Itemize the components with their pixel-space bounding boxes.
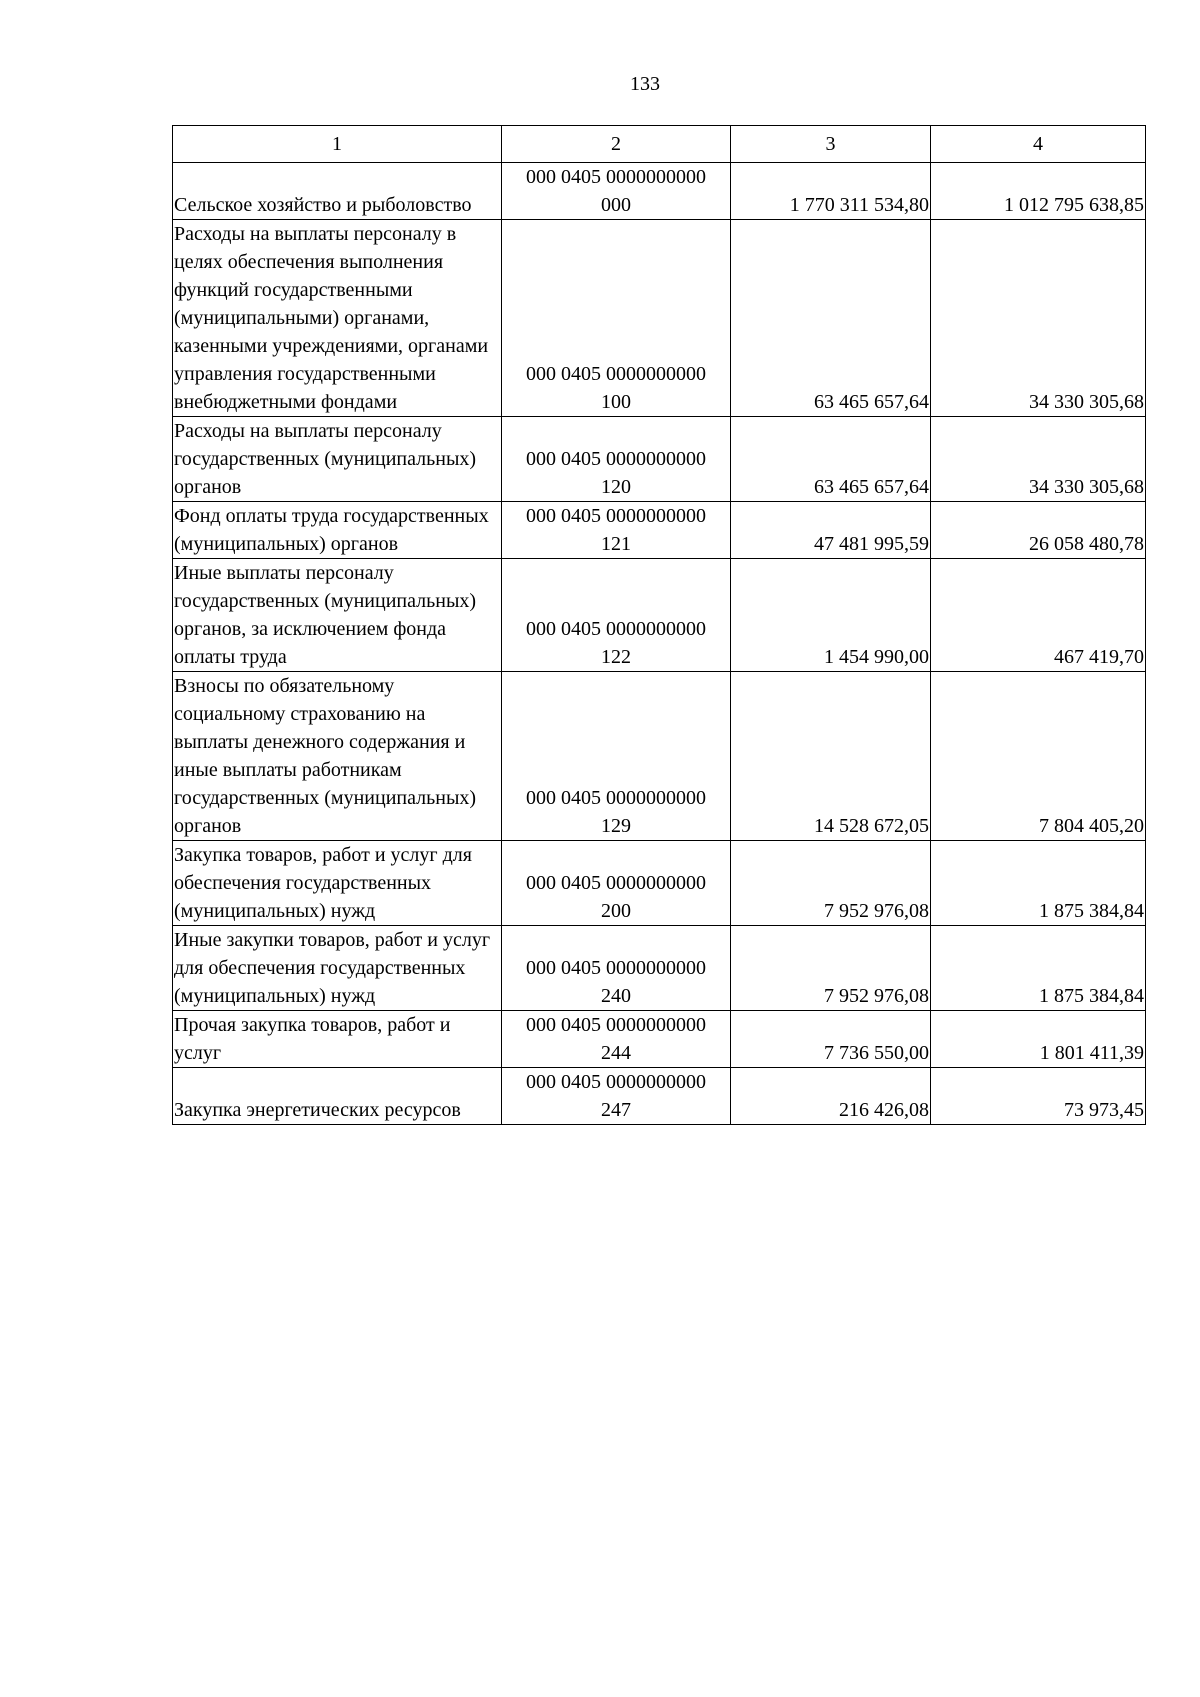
row-col3-value: 1 454 990,00 [731, 559, 931, 672]
table-row [173, 417, 1146, 502]
row-col4-value: 34 330 305,68 [931, 417, 1146, 502]
row-code-line-1: 000 0405 0000000000 [526, 1071, 706, 1093]
row-code [502, 672, 731, 841]
row-col3-value: 216 426,08 [731, 1068, 931, 1125]
row-col3-value: 7 952 976,08 [731, 841, 931, 926]
row-col4-value: 34 330 305,68 [931, 220, 1146, 417]
row-col4-value: 26 058 480,78 [931, 502, 1146, 559]
row-code-line-2: 247 [601, 1099, 631, 1121]
row-col3-value: 63 465 657,64 [731, 417, 931, 502]
table-row [173, 926, 1146, 1011]
row-col4-value: 73 973,45 [931, 1068, 1146, 1125]
row-name: Закупка товаров, работ и услуг для обеспечения государственных (муниципальных) нужд [173, 841, 502, 926]
table-row [173, 559, 1146, 672]
row-code-line-1: 000 0405 0000000000 [526, 618, 706, 640]
row-col3-value: 7 952 976,08 [731, 926, 931, 1011]
row-code-line-2: 129 [601, 815, 631, 837]
row-code [502, 417, 731, 502]
row-code-line-2: 200 [601, 900, 631, 922]
table-row [173, 502, 1146, 559]
row-code-line-2: 121 [601, 533, 631, 555]
row-col3-value: 7 736 550,00 [731, 1011, 931, 1068]
page-number: 133 [630, 73, 660, 95]
row-name: Расходы на выплаты персоналу в целях обеспечения выполнения функций государственными (муниципальными) органами, казенными учреждениями, органами управления государственными внебюджетными фондами [173, 220, 502, 417]
row-code-line-1: 000 0405 0000000000 [526, 448, 706, 470]
row-name: Расходы на выплаты персоналу государственных (муниципальных) органов [173, 417, 502, 502]
row-col4-value: 1 875 384,84 [931, 926, 1146, 1011]
row-col4-value: 7 804 405,20 [931, 672, 1146, 841]
row-code [502, 926, 731, 1011]
table-row [173, 220, 1146, 417]
row-name: Иные закупки товаров, работ и услуг для обеспечения государственных (муниципальных) нужд [173, 926, 502, 1011]
row-code [502, 220, 731, 417]
column-header-1: 1 [173, 126, 502, 163]
row-code-line-1: 000 0405 0000000000 [526, 166, 706, 188]
row-code-line-1: 000 0405 0000000000 [526, 1014, 706, 1036]
row-name: Фонд оплаты труда государственных (муниципальных) органов [173, 502, 502, 559]
row-col3-value: 1 770 311 534,80 [731, 163, 931, 220]
table-row [173, 1068, 1146, 1125]
row-name: Закупка энергетических ресурсов [173, 1068, 502, 1125]
table-row [173, 1011, 1146, 1068]
row-code [502, 1068, 731, 1125]
row-col4-value: 1 012 795 638,85 [931, 163, 1146, 220]
row-code-line-2: 100 [601, 391, 631, 413]
row-code-line-1: 000 0405 0000000000 [526, 872, 706, 894]
row-name: Взносы по обязательному социальному страхованию на выплаты денежного содержания и иные выплаты работникам государственных (муниципальных) органов [173, 672, 502, 841]
row-code [502, 502, 731, 559]
column-header-4: 4 [931, 126, 1146, 163]
row-name: Сельское хозяйство и рыболовство [173, 163, 502, 220]
column-header-3: 3 [731, 126, 931, 163]
row-code [502, 559, 731, 672]
row-col4-value: 1 875 384,84 [931, 841, 1146, 926]
row-code [502, 1011, 731, 1068]
row-col4-value: 1 801 411,39 [931, 1011, 1146, 1068]
row-code-line-2: 120 [601, 476, 631, 498]
row-col3-value: 47 481 995,59 [731, 502, 931, 559]
row-code-line-2: 122 [601, 646, 631, 668]
row-name: Прочая закупка товаров, работ и услуг [173, 1011, 502, 1068]
row-code-line-2: 244 [601, 1042, 631, 1064]
table-header-row [173, 126, 1146, 163]
row-code-line-1: 000 0405 0000000000 [526, 363, 706, 385]
row-code-line-1: 000 0405 0000000000 [526, 505, 706, 527]
row-code-line-2: 000 [601, 194, 631, 216]
table-row [173, 163, 1146, 220]
row-code [502, 163, 731, 220]
table-row [173, 841, 1146, 926]
row-col4-value: 467 419,70 [931, 559, 1146, 672]
row-name: Иные выплаты персоналу государственных (муниципальных) органов, за исключением фонда оплаты труда [173, 559, 502, 672]
row-col3-value: 63 465 657,64 [731, 220, 931, 417]
row-code-line-2: 240 [601, 985, 631, 1007]
column-header-2: 2 [502, 126, 731, 163]
row-col3-value: 14 528 672,05 [731, 672, 931, 841]
table-row [173, 672, 1146, 841]
budget-table [172, 125, 1146, 1125]
row-code-line-1: 000 0405 0000000000 [526, 787, 706, 809]
row-code-line-1: 000 0405 0000000000 [526, 957, 706, 979]
row-code [502, 841, 731, 926]
